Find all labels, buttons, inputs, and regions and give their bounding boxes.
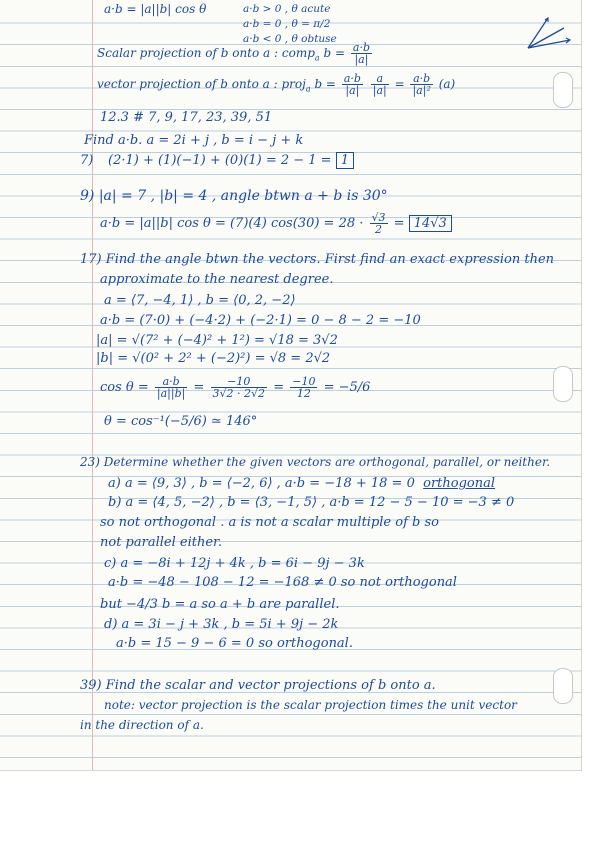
problem-23c-note: but −4/3 b = a so a + b are parallel. [100,597,340,612]
problem-9-given: 9) |a| = 7 , |b| = 4 , angle btwn a + b is 30° [80,188,388,204]
problem-17-magnitude-a: |a| = √(7² + (−4)² + 1²) = √18 = 3√2 [96,333,338,348]
problem-23c-dot: a·b = −48 − 108 − 12 = −168 ≠ 0 so not orthogonal [108,575,457,590]
problem-39-note: note: vector projection is the scalar projection times the unit vector [104,698,517,712]
dot-product-cosine-formula: a·b = |a||b| cos θ [104,2,207,16]
vector-projection-formula: vector projection of b onto a : proj$_a$ b = $\frac{a\cdot b}{|a|}$ $\frac{a}{|a|}$ = $\frac{a\cdot b}{\text{|a|²}}$ (a) [97,72,456,97]
problem-23b-line: b) a = ⟨4, 5, −2⟩ , b = ⟨3, −1, 5⟩ , a·b = 12 − 5 − 10 = −3 ≠ 0 [108,495,515,510]
problem-17-vectors: a = ⟨7, −4, 1⟩ , b = ⟨0, 2, −2⟩ [104,293,296,308]
problem-17-magnitude-b: |b| = √(0² + 2² + (−2)²) = √8 = 2√2 [96,351,331,366]
binder-hole [553,668,573,704]
margin-line [92,0,93,770]
binder-hole [553,72,573,108]
obtuse-condition: a·b < 0 , θ obtuse [243,33,337,45]
angle-sketch-diagram [520,12,576,56]
problem-39-note-cont: in the direction of a. [80,718,204,732]
problem-39-task: 39) Find the scalar and vector projections of b onto a. [80,678,436,693]
problem-23a-answer: orthogonal [423,476,496,491]
problem-17-task-cont: approximate to the nearest degree. [100,272,334,287]
problem-23a-line: a) a = ⟨9, 3⟩ , b = ⟨−2, 6⟩ , a·b = −18 + 18 = 0 orthogonal [108,476,496,491]
problem-7-task: Find a·b. a = 2i + j , b = i − j + k [84,133,304,148]
problem-9-work: a·b = |a||b| cos θ = (7)(4) cos(30) = 28 · $\frac{√3}{2}$ = 14√3 [100,212,452,235]
problem-23b-note-cont: not parallel either. [100,535,222,550]
problem-23c-line: c) a = −8i + 12j + 4k , b = 6i − 9j − 3k [104,556,365,571]
scalar-projection-formula: Scalar projection of b onto a : comp$_a$ b = $\frac{a\cdot b}{|a|}$ [97,41,371,66]
problem-17-cosine: cos θ = $\frac{a\cdot b}{|a||b|}$ = $\frac{-10}{3√2 \cdot 2√2}$ = $\frac{-10}{12}$ = −5/6 [100,375,371,400]
problem-17-dot-product: a·b = (7·0) + (−4·2) + (−2·1) = 0 − 8 − 2 = −10 [100,313,421,328]
assignment-list: 12.3 # 7, 9, 17, 23, 39, 51 [100,110,273,125]
problem-17-task: 17) Find the angle btwn the vectors. First find an exact expression then [80,252,555,267]
right-angle-condition: a·b = 0 , θ = π/2 [243,18,331,30]
binder-hole [553,366,573,402]
problem-7-work: (2·1) + (1)(−1) + (0)(1) = 2 − 1 = 1 [108,153,354,168]
problem-17-angle-result: θ = cos⁻¹(−5/6) ≃ 146° [104,414,258,429]
problem-23d-line: d) a = 3i − j + 3k , b = 5i + 9j − 2k [104,617,339,632]
problem-7-answer: 1 [336,152,354,169]
problem-7-number: 7) [80,153,94,168]
problem-23-task: 23) Determine whether the given vectors are orthogonal, parallel, or neither. [80,455,551,469]
problem-9-answer: 14√3 [409,215,452,232]
problem-23b-note: so not orthogonal . a is not a scalar multiple of b so [100,515,439,530]
acute-condition: a·b > 0 , θ acute [243,3,331,15]
problem-23d-dot: a·b = 15 − 9 − 6 = 0 so orthogonal. [116,636,353,651]
